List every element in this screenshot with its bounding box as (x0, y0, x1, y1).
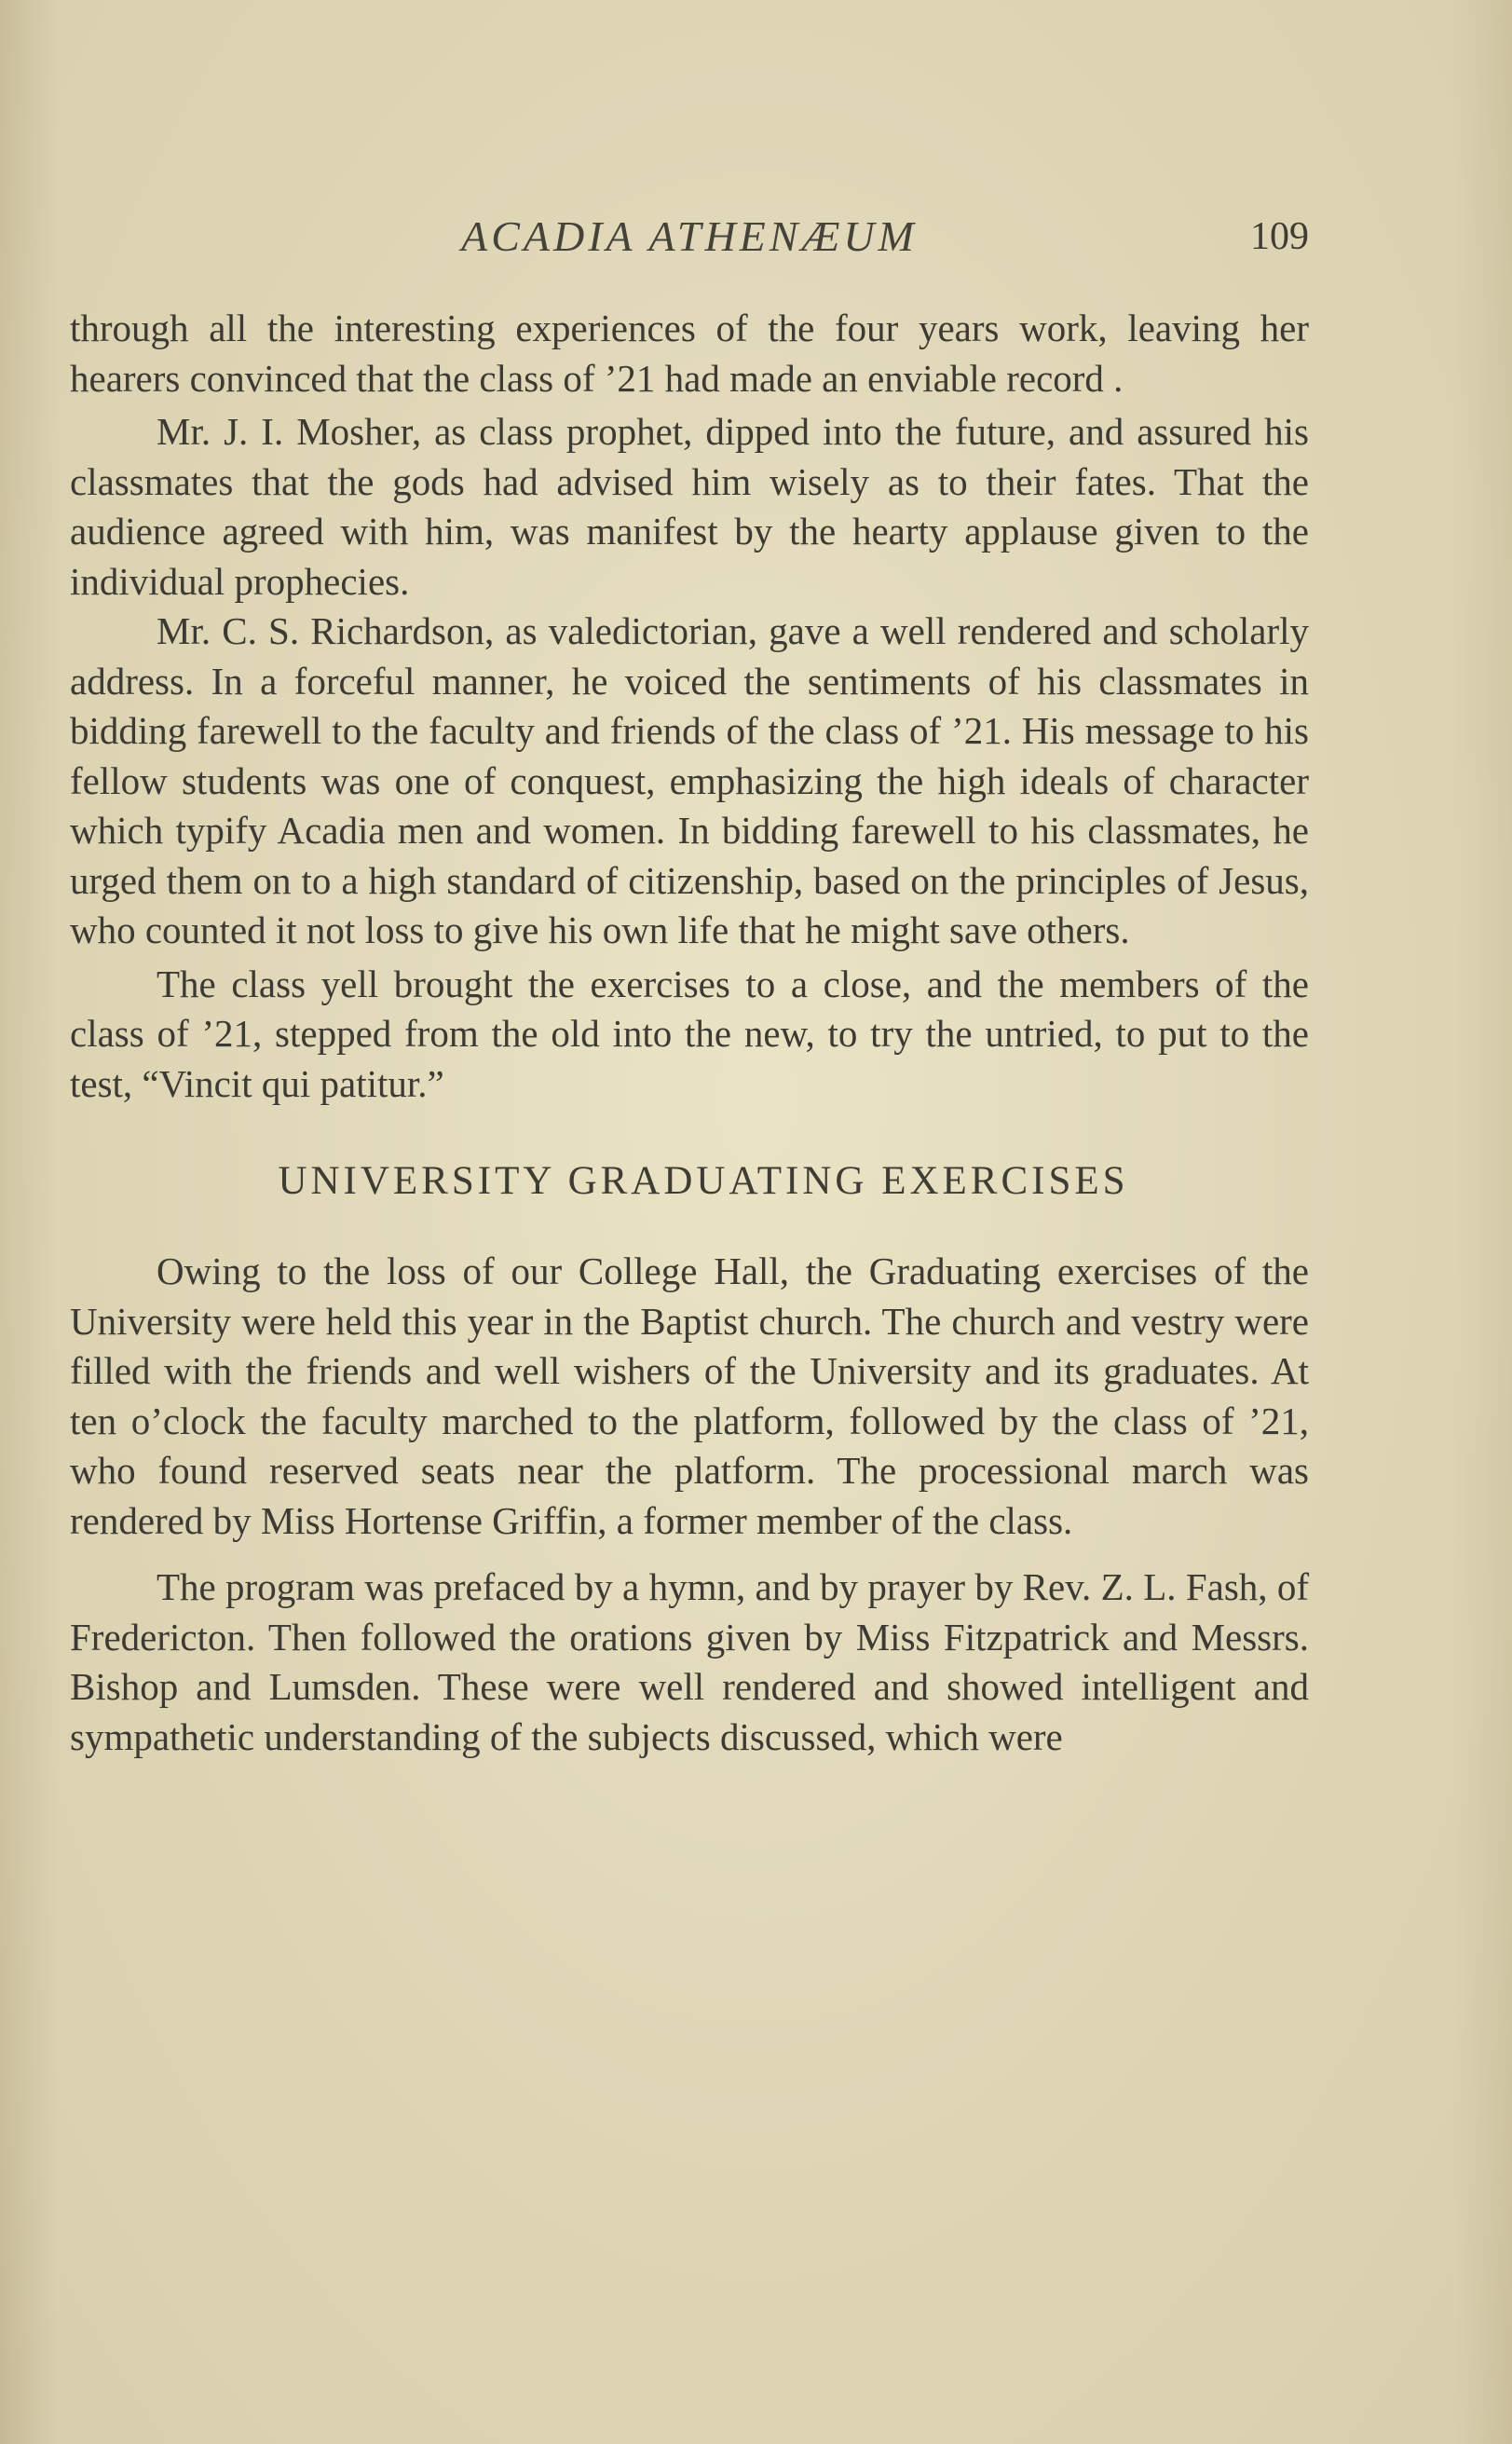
section-heading: UNIVERSITY GRADUATING EXERCISES (278, 1159, 1129, 1203)
running-head (70, 207, 1309, 266)
paragraph-graduating-exercises: Owing to the loss of our College Hall, the Graduating exercises of the University were held this year in the Baptist church. The church and vestry were filled with the friends and well wishers of the University and its graduates. At ten o’clock the faculty marched to the platform, followed by the class of ’21, who found reserved seats near the platform. The processional march was rendered by Miss Hortense Griffin, a former member of the class. (70, 1249, 1309, 1542)
paragraph-class-prophet: Mr. J. I. Mosher, as class prophet, dipped into the future, and assured his classmates that the gods had advised him wisely as to their fates. That the audience agreed with him, was manifest by the hearty applause given to the individual prophecies. (70, 410, 1309, 603)
paragraph-program: The program was prefaced by a hymn, and by prayer by Rev. Z. L. Fash, of Fredericton. Then followed the orations given by Miss Fitzpatrick and Messrs. Bishop and Lumsden. These were well rendered and showed intelligent and sympathetic understanding of the subjects discussed, which were (70, 1565, 1309, 1758)
page-number: 109 (1250, 215, 1309, 258)
paragraph-class-yell: The class yell brought the exercises to a close, and the members of the class of ’21, stepped from the old into the new, to try the untried, to put to the test, “Vincit qui patitur.” (70, 962, 1309, 1105)
paragraph-valedictorian: Mr. C. S. Richardson, as valedictorian, gave a well rendered and scholarly address. In a forceful manner, he voiced the sentiments of his classmates in bidding farewell to the faculty and friends of the class of ’21. His message to his fellow students was one of conquest, emphasizing the high ideals of character which typify Acadia men and women. In bidding farewell to his classmates, he urged them on to a high standard of citizenship, based on the principles of Jesus, who counted it not loss to give his own life that he might save others. (70, 609, 1309, 951)
paragraph-continued: through all the interesting experiences of the four years work, leaving her hearers convinced that the class of ’21 had made an enviable record . (70, 307, 1309, 400)
running-title: ACADIA ATHENÆUM (461, 212, 918, 260)
body-text (70, 304, 1309, 1762)
